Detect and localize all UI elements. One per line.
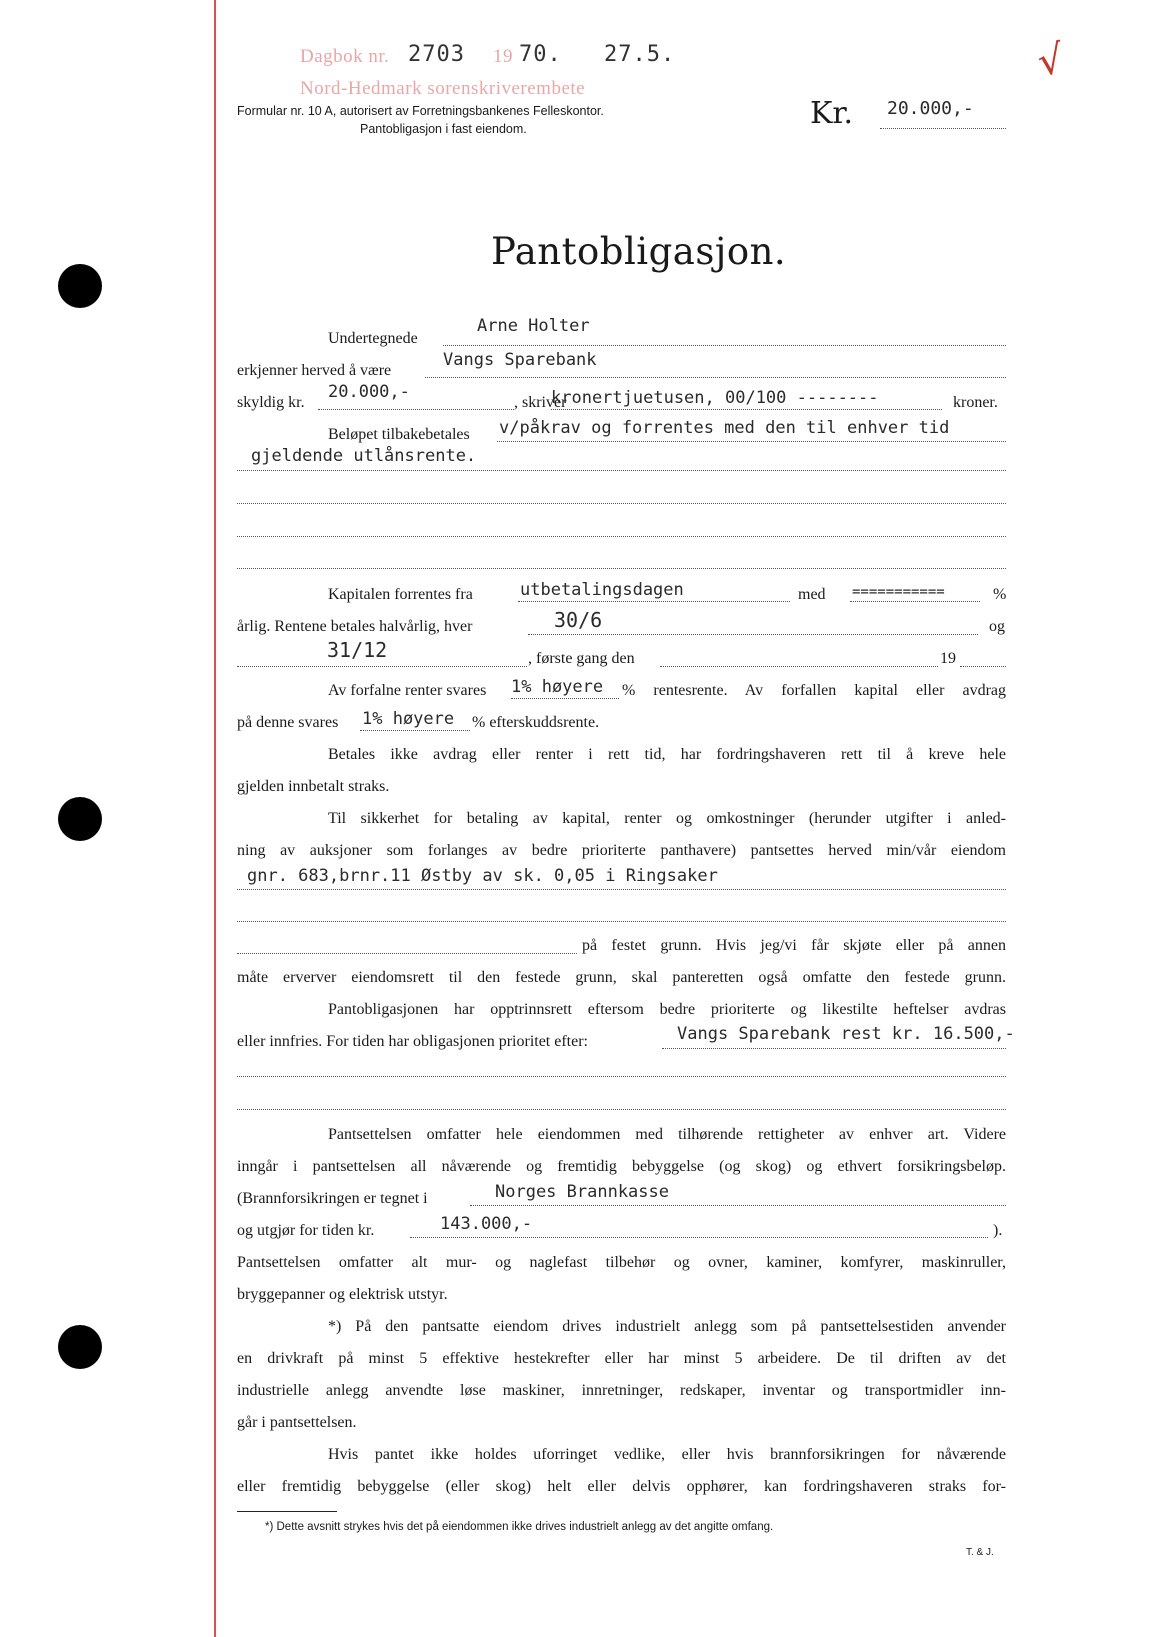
dotline [237,666,527,667]
industri-line-3: industrielle anlegg anvendte løse maskiner, innretninger, redskaper, inventar og transportmidler inn- [237,1382,1006,1399]
checkmark-icon: √ [1034,36,1068,86]
mur-line-2: bryggepanner og elektrisk utstyr. [237,1286,448,1303]
dotline [237,1109,1006,1110]
dotline [237,953,577,954]
second-date: 31/12 [327,638,388,662]
dotline [528,634,978,635]
med-value: =========== [852,584,945,600]
dotline [410,1237,988,1238]
punch-hole [58,797,102,841]
industri-line-1: *) På den pantsatte eiendom drives industrielt anlegg som på pantsettelsestiden anvender [328,1318,1006,1335]
dotline [237,536,1006,537]
med-label: med [798,586,826,603]
mur-line-1: Pantsettelsen omfatter alt mur- og naglefast tilbehør og ovner, kaminer, komfyrer, maskinruller, [237,1254,1006,1271]
percent-sign: % [993,586,1007,603]
vedlike-line-2: eller fremtidig bebyggelse (eller skog) helt eller delvis opphører, kan fordringshaveren straks for- [237,1478,1006,1495]
forfalne-value: 1% høyere [511,677,604,697]
nineteen-label: 19 [940,650,956,667]
belopet-value-2: gjeldende utlånsrente. [251,446,477,466]
brann-label: (Brannforsikringen er tegnet i [237,1190,428,1207]
denne-value: 1% høyere [362,709,455,729]
belopet-value: v/påkrav og forrentes med den til enhver tid [499,418,950,438]
forste-label: , første gang den [528,650,635,667]
skyldig-label: skyldig kr. [237,394,305,411]
dotline [470,1205,1006,1206]
dotline [237,470,1006,471]
form-line-1: Formular nr. 10 A, autorisert av Forretningsbankenes Felleskontor. [237,104,604,118]
margin-line [214,0,216,1637]
skyldig-value: 20.000,- [328,382,410,402]
denne-post: % efterskuddsrente. [472,714,600,731]
dotline [237,568,1006,569]
dotline [237,503,1006,504]
undertegnede-label: Undertegnede [328,330,418,347]
arlig-label: årlig. Rentene betales halvårlig, hver [237,618,473,635]
dotline [237,889,1006,890]
vedlike-line-1: Hvis pantet ikke holdes uforringet vedlike, eller hvis brannforsikringen for nåværende [328,1446,1006,1463]
erkjenner-label: erkjenner herved å være [237,362,392,379]
stamp-label: Dagbok nr. [300,46,390,67]
kroner-label: kroner. [953,394,998,411]
arlig-value: 30/6 [554,608,603,632]
printer-mark: T. & J. [966,1547,994,1558]
forfalne-post: % rentesrente. Av forfallen kapital eller avdrag [622,682,1006,699]
dotline [425,377,1006,378]
dotline [443,345,1006,346]
undertegnede-value: Arne Holter [477,316,590,336]
kapital-label: Kapitalen forrentes fra [328,586,473,603]
dotline [497,441,1006,442]
utgjor-value: 143.000,- [440,1214,533,1234]
opptrinn-line-2: eller innfries. For tiden har obligasjonen prioritet efter: [237,1033,588,1050]
stamp-number: 2703 [408,42,465,67]
dotline [660,666,938,667]
prioritet-value: Vangs Sparebank rest kr. 16.500,- [677,1024,1015,1044]
utgjor-close: ). [993,1222,1003,1239]
dotline [662,1048,1006,1049]
stamp-year-prefix: 19 [493,46,513,67]
festet-line: på festet grunn. Hvis jeg/vi får skjøte eller på annen [582,937,1006,954]
footnote: *) Dette avsnitt strykes hvis det på eiendommen ikke drives industrielt anlegg av det angitte omfang. [265,1521,774,1533]
dotline [237,1076,1006,1077]
dotline [960,666,1006,667]
dotline [360,730,470,731]
stamp-date: 27.5. [604,42,676,67]
sikkerhet-line-2: ning av auksjoner som forlanges av bedre prioriterte panthavere) pantsettes herved min/vår eiendom [237,842,1006,859]
form-line-2: Pantobligasjon i fast eiendom. [360,122,527,136]
betales-line-2: gjelden innbetalt straks. [237,778,390,795]
punch-hole [58,1325,102,1369]
stamp-year-suffix: 70. [519,42,562,67]
dotline [518,601,790,602]
footnote-rule [237,1511,337,1512]
brann-value: Norges Brannkasse [495,1182,669,1202]
omfatter-line-1: Pantsettelsen omfatter hele eiendommen med tilhørende rettigheter av enhver art. Videre [328,1126,1006,1143]
denne-pre: på denne svares [237,714,339,731]
og-label: og [989,618,1005,635]
erkjenner-value: Vangs Sparebank [443,350,597,370]
dotline [551,409,942,410]
stamp-office: Nord-Hedmark sorenskriverembete [300,78,586,99]
kr-label: Kr. [810,96,853,131]
omfatter-line-2: inngår i pantsettelsen all nåværende og fremtidig bebyggelse (og skog) og ethvert forsikringsbeløp. [237,1158,1006,1175]
dotline [850,601,980,602]
betales-line-1: Betales ikke avdrag eller renter i rett tid, har fordringshaveren rett til å kreve hele [328,746,1006,763]
dotline [237,921,1006,922]
dotline [511,698,619,699]
eiendom-value: gnr. 683,brnr.11 Østby av sk. 0,05 i Ringsaker [247,866,718,886]
punch-hole [58,264,102,308]
mate-line: måte erverver eiendomsrett til den festede grunn, skal panteretten også omfatte den festede grunn. [237,969,1006,986]
skriver-label: , skriver [514,394,567,411]
opptrinn-line-1: Pantobligasjonen har opptrinnsrett eftersom bedre prioriterte og likestilte heftelser avdras [328,1001,1006,1018]
dotline [318,409,514,410]
skriver-value: kronertjuetusen, 00/100 -------- [551,388,879,408]
utgjor-label: og utgjør for tiden kr. [237,1222,375,1239]
industri-line-2: en drivkraft på minst 5 effektive hestekrefter eller har minst 5 arbeidere. De til driften av det [237,1350,1006,1367]
page-title: Pantobligasjon. [491,230,787,273]
forfalne-pre: Av forfalne renter svares [328,682,487,699]
sikkerhet-line-1: Til sikkerhet for betaling av kapital, renter og omkostninger (herunder utgifter i anled- [328,810,1006,827]
kr-dotline [880,128,1006,129]
kr-amount: 20.000,- [887,98,974,119]
industri-line-4: går i pantsettelsen. [237,1414,357,1431]
belopet-label: Beløpet tilbakebetales [328,426,470,443]
kapital-value: utbetalingsdagen [520,580,684,600]
